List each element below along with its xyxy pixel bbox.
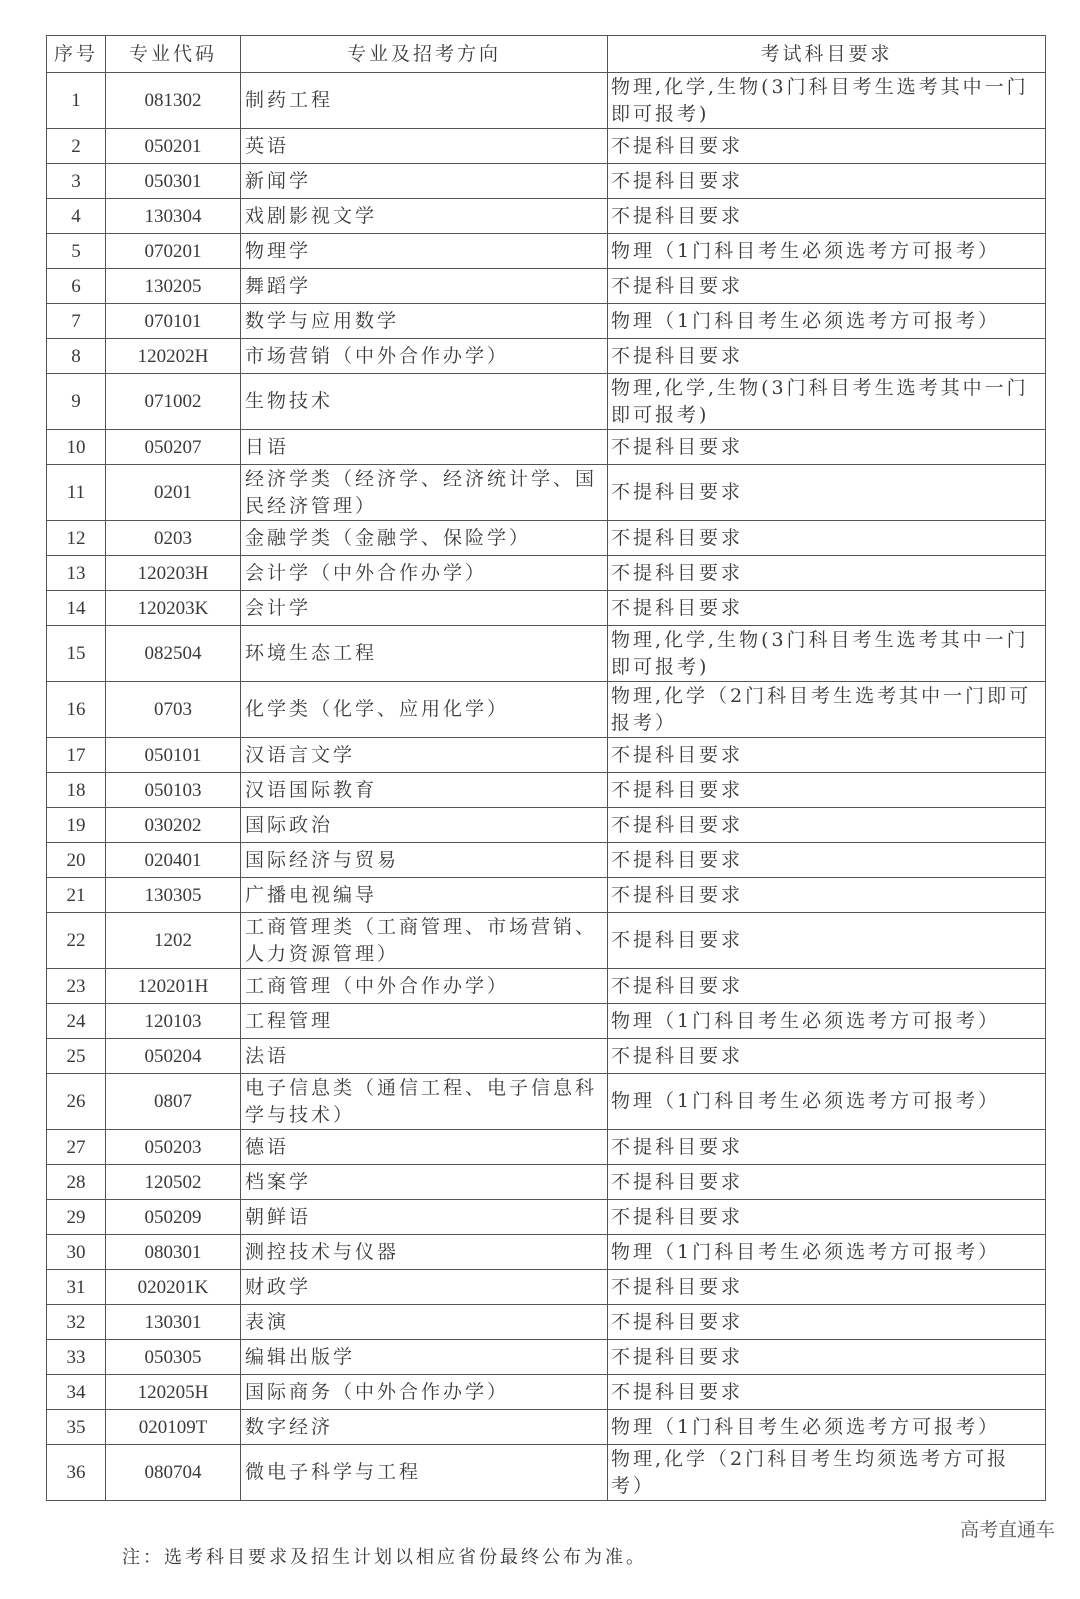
table-row — [47, 1165, 1046, 1200]
serial-cell: 36 — [47, 1445, 106, 1501]
table-row — [47, 1305, 1046, 1340]
requirement-cell: 不提科目要求 — [608, 1340, 1046, 1375]
serial-cell: 30 — [47, 1235, 106, 1270]
major-name-cell: 舞蹈学 — [241, 269, 608, 304]
table-row — [47, 738, 1046, 773]
requirement-cell: 不提科目要求 — [608, 339, 1046, 374]
serial-cell: 23 — [47, 969, 106, 1004]
requirement-cell: 物理,化学,生物(3门科目考生选考其中一门即可报考) — [608, 374, 1046, 430]
major-code-cell: 120502 — [106, 1165, 241, 1200]
requirement-cell: 不提科目要求 — [608, 465, 1046, 521]
major-name-cell: 市场营销（中外合作办学） — [241, 339, 608, 374]
requirement-cell: 物理,化学,生物(3门科目考生选考其中一门即可报考) — [608, 73, 1046, 129]
serial-cell: 32 — [47, 1305, 106, 1340]
table-row — [47, 1074, 1046, 1130]
table-header-row — [47, 36, 1046, 73]
major-code-cell: 130304 — [106, 199, 241, 234]
major-name-cell: 德语 — [241, 1130, 608, 1165]
serial-cell: 5 — [47, 234, 106, 269]
serial-cell: 27 — [47, 1130, 106, 1165]
major-code-cell: 130205 — [106, 269, 241, 304]
serial-cell: 28 — [47, 1165, 106, 1200]
major-code-cell: 120203H — [106, 556, 241, 591]
table-row — [47, 269, 1046, 304]
table-row — [47, 1340, 1046, 1375]
requirement-cell: 物理（1门科目考生必须选考方可报考） — [608, 1004, 1046, 1039]
serial-cell: 34 — [47, 1375, 106, 1410]
major-code-cell: 130301 — [106, 1305, 241, 1340]
major-code-cell: 0203 — [106, 521, 241, 556]
table-row — [47, 374, 1046, 430]
major-name-cell: 日语 — [241, 430, 608, 465]
header-major-code: 专业代码 — [106, 36, 241, 73]
major-code-cell: 120202H — [106, 339, 241, 374]
major-name-cell: 工商管理类（工商管理、市场营销、人力资源管理） — [241, 913, 608, 969]
major-code-cell: 050301 — [106, 164, 241, 199]
table-row — [47, 556, 1046, 591]
requirement-cell: 不提科目要求 — [608, 1305, 1046, 1340]
major-code-cell: 1202 — [106, 913, 241, 969]
serial-cell: 26 — [47, 1074, 106, 1130]
requirement-cell: 不提科目要求 — [608, 129, 1046, 164]
major-name-cell: 微电子科学与工程 — [241, 1445, 608, 1501]
requirement-cell: 不提科目要求 — [608, 913, 1046, 969]
table-row — [47, 1445, 1046, 1501]
major-name-cell: 朝鲜语 — [241, 1200, 608, 1235]
table-row — [47, 878, 1046, 913]
table-row — [47, 969, 1046, 1004]
major-name-cell: 制药工程 — [241, 73, 608, 129]
table-row — [47, 913, 1046, 969]
serial-cell: 18 — [47, 773, 106, 808]
table-row — [47, 1270, 1046, 1305]
serial-cell: 11 — [47, 465, 106, 521]
table-row — [47, 199, 1046, 234]
table-row — [47, 164, 1046, 199]
major-code-cell: 070101 — [106, 304, 241, 339]
major-code-cell: 050203 — [106, 1130, 241, 1165]
serial-cell: 1 — [47, 73, 106, 129]
table-row — [47, 304, 1046, 339]
table-row — [47, 1235, 1046, 1270]
major-requirements-table — [46, 35, 1046, 1501]
serial-cell: 7 — [47, 304, 106, 339]
table-row — [47, 129, 1046, 164]
serial-cell: 35 — [47, 1410, 106, 1445]
table-row — [47, 773, 1046, 808]
serial-cell: 14 — [47, 591, 106, 626]
header-subject-requirements: 考试科目要求 — [608, 36, 1046, 73]
requirement-cell: 物理（1门科目考生必须选考方可报考） — [608, 1410, 1046, 1445]
requirement-cell: 不提科目要求 — [608, 1270, 1046, 1305]
requirement-cell: 物理（1门科目考生必须选考方可报考） — [608, 1074, 1046, 1130]
requirement-cell: 不提科目要求 — [608, 773, 1046, 808]
major-code-cell: 071002 — [106, 374, 241, 430]
major-name-cell: 化学类（化学、应用化学） — [241, 682, 608, 738]
serial-cell: 16 — [47, 682, 106, 738]
major-code-cell: 050207 — [106, 430, 241, 465]
requirement-cell: 不提科目要求 — [608, 269, 1046, 304]
requirement-cell: 物理,化学（2门科目考生均须选考方可报考） — [608, 1445, 1046, 1501]
major-name-cell: 广播电视编导 — [241, 878, 608, 913]
requirement-cell: 不提科目要求 — [608, 1200, 1046, 1235]
table-row — [47, 1004, 1046, 1039]
major-code-cell: 081302 — [106, 73, 241, 129]
major-code-cell: 080301 — [106, 1235, 241, 1270]
table-row — [47, 1130, 1046, 1165]
serial-cell: 33 — [47, 1340, 106, 1375]
table-row — [47, 626, 1046, 682]
table-row — [47, 521, 1046, 556]
table-row — [47, 1200, 1046, 1235]
serial-cell: 2 — [47, 129, 106, 164]
major-name-cell: 金融学类（金融学、保险学） — [241, 521, 608, 556]
major-name-cell: 经济学类（经济学、经济统计学、国民经济管理） — [241, 465, 608, 521]
requirement-cell: 不提科目要求 — [608, 430, 1046, 465]
serial-cell: 19 — [47, 808, 106, 843]
major-code-cell: 050305 — [106, 1340, 241, 1375]
requirement-cell: 不提科目要求 — [608, 521, 1046, 556]
major-name-cell: 国际商务（中外合作办学） — [241, 1375, 608, 1410]
major-code-cell: 050201 — [106, 129, 241, 164]
requirement-cell: 不提科目要求 — [608, 808, 1046, 843]
requirement-cell: 不提科目要求 — [608, 878, 1046, 913]
major-code-cell: 020201K — [106, 1270, 241, 1305]
major-name-cell: 英语 — [241, 129, 608, 164]
major-name-cell: 工程管理 — [241, 1004, 608, 1039]
requirement-cell: 物理,化学,生物(3门科目考生选考其中一门即可报考) — [608, 626, 1046, 682]
table-row — [47, 808, 1046, 843]
requirement-cell: 不提科目要求 — [608, 1039, 1046, 1074]
requirement-cell: 不提科目要求 — [608, 1130, 1046, 1165]
table-row — [47, 591, 1046, 626]
serial-cell: 9 — [47, 374, 106, 430]
serial-cell: 6 — [47, 269, 106, 304]
major-code-cell: 050103 — [106, 773, 241, 808]
major-name-cell: 财政学 — [241, 1270, 608, 1305]
table-row — [47, 1375, 1046, 1410]
requirement-cell: 物理,化学（2门科目考生选考其中一门即可报考） — [608, 682, 1046, 738]
major-name-cell: 会计学 — [241, 591, 608, 626]
major-name-cell: 国际政治 — [241, 808, 608, 843]
header-major-direction: 专业及招考方向 — [241, 36, 608, 73]
requirement-cell: 不提科目要求 — [608, 1375, 1046, 1410]
requirement-cell: 不提科目要求 — [608, 199, 1046, 234]
serial-cell: 15 — [47, 626, 106, 682]
serial-cell: 22 — [47, 913, 106, 969]
header-serial: 序号 — [47, 36, 106, 73]
major-name-cell: 表演 — [241, 1305, 608, 1340]
major-name-cell: 工商管理（中外合作办学） — [241, 969, 608, 1004]
serial-cell: 8 — [47, 339, 106, 374]
footnote: 注：选考科目要求及招生计划以相应省份最终公布为准。 — [122, 1547, 647, 1568]
serial-cell: 4 — [47, 199, 106, 234]
major-name-cell: 电子信息类（通信工程、电子信息科学与技术） — [241, 1074, 608, 1130]
requirement-cell: 物理（1门科目考生必须选考方可报考） — [608, 304, 1046, 339]
major-code-cell: 030202 — [106, 808, 241, 843]
major-code-cell: 130305 — [106, 878, 241, 913]
table-row — [47, 843, 1046, 878]
requirement-cell: 不提科目要求 — [608, 591, 1046, 626]
major-name-cell: 法语 — [241, 1039, 608, 1074]
serial-cell: 29 — [47, 1200, 106, 1235]
major-name-cell: 国际经济与贸易 — [241, 843, 608, 878]
major-code-cell: 050209 — [106, 1200, 241, 1235]
serial-cell: 20 — [47, 843, 106, 878]
major-name-cell: 会计学（中外合作办学） — [241, 556, 608, 591]
major-code-cell: 120103 — [106, 1004, 241, 1039]
requirement-cell: 不提科目要求 — [608, 738, 1046, 773]
table-row — [47, 234, 1046, 269]
major-name-cell: 数学与应用数学 — [241, 304, 608, 339]
major-code-cell: 0807 — [106, 1074, 241, 1130]
table-row — [47, 430, 1046, 465]
requirement-cell: 不提科目要求 — [608, 843, 1046, 878]
table-body — [47, 73, 1046, 1501]
major-name-cell: 物理学 — [241, 234, 608, 269]
table-row — [47, 1410, 1046, 1445]
serial-cell: 10 — [47, 430, 106, 465]
watermark: 高考直通车 — [960, 1519, 1056, 1541]
major-code-cell: 120201H — [106, 969, 241, 1004]
requirement-cell: 不提科目要求 — [608, 164, 1046, 199]
serial-cell: 21 — [47, 878, 106, 913]
major-name-cell: 新闻学 — [241, 164, 608, 199]
requirement-cell: 不提科目要求 — [608, 556, 1046, 591]
major-code-cell: 080704 — [106, 1445, 241, 1501]
requirement-cell: 物理（1门科目考生必须选考方可报考） — [608, 1235, 1046, 1270]
major-code-cell: 020401 — [106, 843, 241, 878]
table-row — [47, 465, 1046, 521]
major-code-cell: 0201 — [106, 465, 241, 521]
table-row — [47, 682, 1046, 738]
major-name-cell: 测控技术与仪器 — [241, 1235, 608, 1270]
major-name-cell: 数字经济 — [241, 1410, 608, 1445]
serial-cell: 25 — [47, 1039, 106, 1074]
requirement-cell: 不提科目要求 — [608, 1165, 1046, 1200]
major-name-cell: 生物技术 — [241, 374, 608, 430]
serial-cell: 24 — [47, 1004, 106, 1039]
major-name-cell: 编辑出版学 — [241, 1340, 608, 1375]
major-code-cell: 050101 — [106, 738, 241, 773]
requirement-cell: 不提科目要求 — [608, 969, 1046, 1004]
major-code-cell: 020109T — [106, 1410, 241, 1445]
serial-cell: 17 — [47, 738, 106, 773]
table-row — [47, 339, 1046, 374]
major-code-cell: 0703 — [106, 682, 241, 738]
table-row — [47, 1039, 1046, 1074]
serial-cell: 13 — [47, 556, 106, 591]
major-name-cell: 汉语国际教育 — [241, 773, 608, 808]
requirement-cell: 物理（1门科目考生必须选考方可报考） — [608, 234, 1046, 269]
serial-cell: 31 — [47, 1270, 106, 1305]
serial-cell: 3 — [47, 164, 106, 199]
major-code-cell: 082504 — [106, 626, 241, 682]
major-name-cell: 戏剧影视文学 — [241, 199, 608, 234]
major-code-cell: 120205H — [106, 1375, 241, 1410]
major-code-cell: 050204 — [106, 1039, 241, 1074]
serial-cell: 12 — [47, 521, 106, 556]
major-name-cell: 汉语言文学 — [241, 738, 608, 773]
major-name-cell: 环境生态工程 — [241, 626, 608, 682]
major-name-cell: 档案学 — [241, 1165, 608, 1200]
major-code-cell: 120203K — [106, 591, 241, 626]
major-code-cell: 070201 — [106, 234, 241, 269]
table-row — [47, 73, 1046, 129]
